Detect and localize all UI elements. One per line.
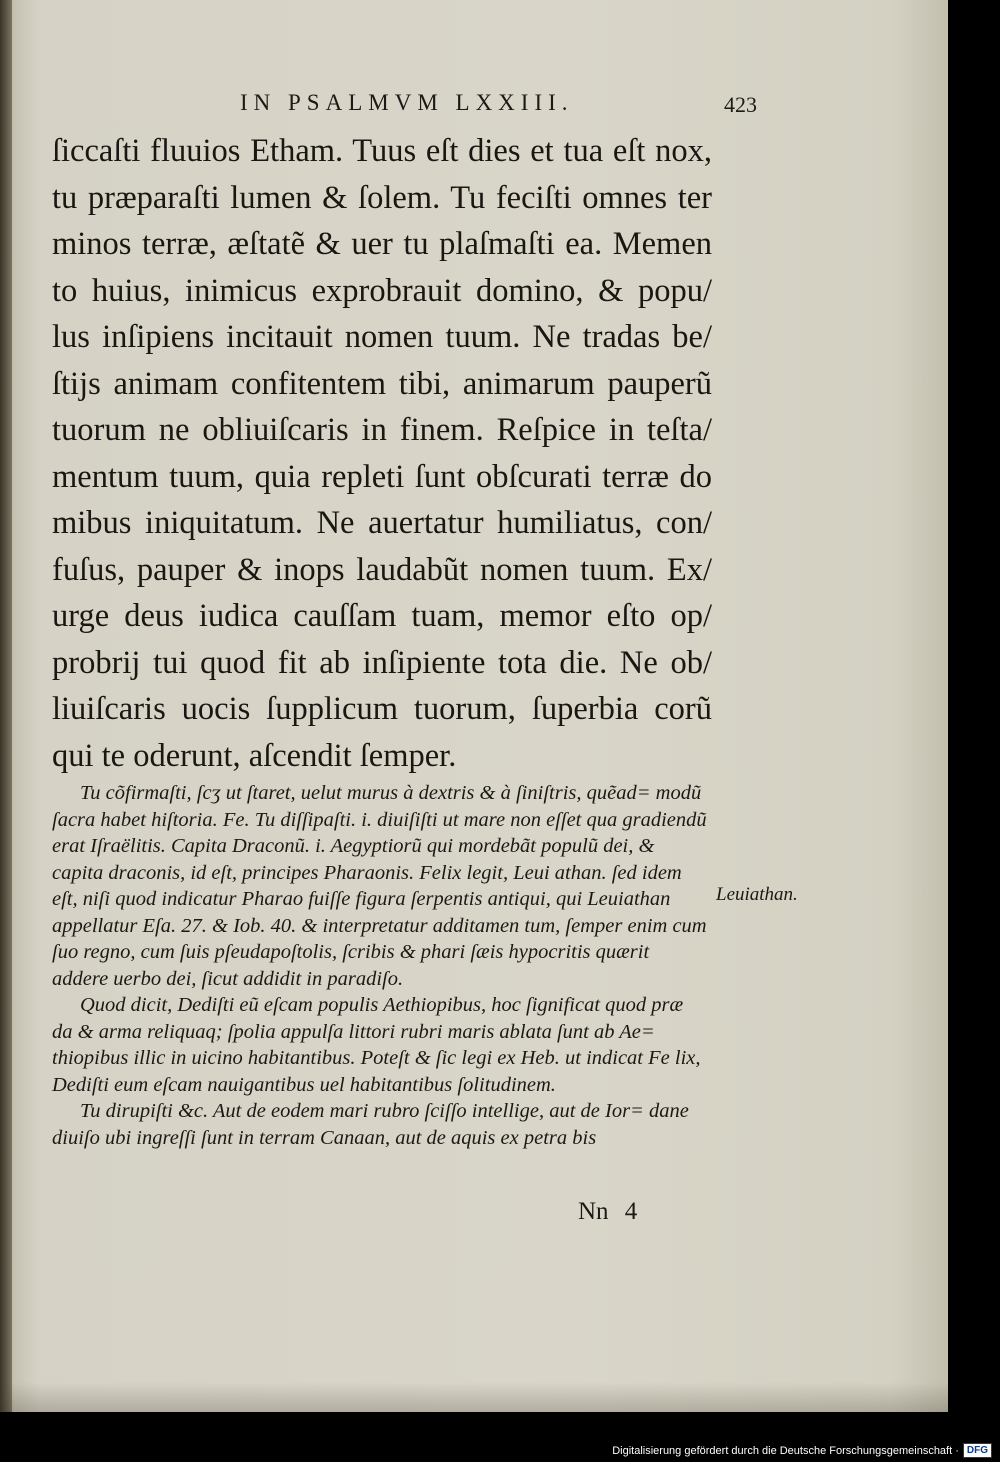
page-number: 423: [724, 92, 757, 117]
commentary-paragraph: Quod dicit, Dediſti eũ eſcam populis Aethiopibus, hoc ſignificat quod præ da & arma reliquaq; ſpolia appulſa littori rubri maris ablata ſunt ab Ae= thiopibus illic in uicino habitantibus. Poteſt & ſic legi ex Heb. ut indicat Fe lix, Dediſti eum eſcam nauigantibus uel habitantibus ſolitudinem.: [52, 994, 701, 1096]
signature-mark: Nn 4: [578, 1198, 638, 1225]
dfg-logo-icon: DFG: [963, 1443, 992, 1458]
commentary: [52, 780, 708, 1151]
running-title: IN PSALMVM LXXIII.: [240, 90, 574, 115]
commentary-paragraph: Tu dirupiſti &c. Aut de eodem mari rubro ſciſſo intellige, aut de Ior= dane diuiſo ubi ingreſſi ſunt in terram Canaan, aut de aquis ex petra bis: [52, 1100, 689, 1149]
funding-credit: Digitalisierung gefördert durch die Deutsche Forschungsgemeinschaft ·: [612, 1444, 959, 1457]
commentary-paragraph: Tu cõfirmaſti, ſcʒ ut ſtaret, uelut murus à dextris & à ſiniſtris, quẽad= modũ ſacra habet hiſtoria. Fe. Tu diſſipaſti. i. diuiſiſti ut mare non eſſet qua gradiendũ erat Iſraëlitis. Capita Draconũ. i. Aegyptiorũ qui mordebãt populũ dei, & capita draconis, id eſt, principes Pharaonis. Felix legit, Leui athan. ſed idem eſt, niſi quod indicatur Pharao fuiſſe figura ſerpentis antiqui, qui Leuiathan appellatur Eſa. 27. & Iob. 40. & interpretatur additamen tum, ſemper enim cum ſuo regno, cum ſuis pſeudapoſtolis, ſcribis & phari ſæis hypocritis quærit addere uerbo dei, ſicut addidit in paradiſo.: [52, 782, 707, 990]
digitization-footer: [612, 1443, 992, 1458]
margin-note: Leuiathan.: [716, 884, 798, 905]
psalm-text: ſiccaſti fluuios Etham. Tuus eſt dies et tua eſt nox, tu præparaſti lumen & ſolem. Tu feciſti omnes ter minos terræ, æſtatẽ & uer tu plaſmaſti ea. Memen to huius, inimicus exprobrauit domino, & popu/ lus inſipiens incitauit nomen tuum. Ne tradas be/ ſtijs animam confitentem tibi, animarum pauperũ tuorum ne obliuiſcaris in finem. Reſpice in teſta/ mentum tuum, quia repleti ſunt obſcurati terræ do mibus iniquitatum. Ne auertatur humiliatus, con/ fuſus, pauper & inops laudabũt nomen tuum. Ex/ urge deus iudica cauſſam tuam, memor eſto op/ probrij tui quod fit ab inſipiente tota die. Ne ob/ liuiſcaris uocis ſupplicum tuorum, ſuperbia corũ qui te oderunt, aſcendit ſemper.: [52, 133, 712, 774]
